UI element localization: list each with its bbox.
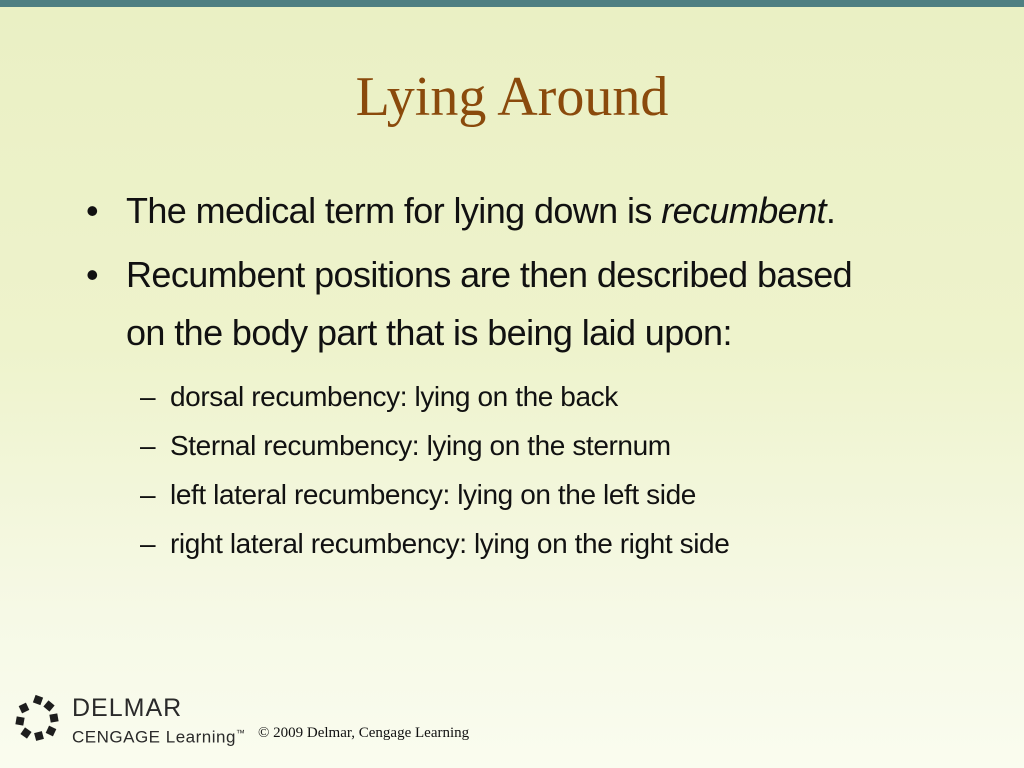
bullet-mark: • [86,254,99,295]
trademark-mark: ™ [235,728,246,738]
dash-mark: – [140,430,156,461]
bullet-item [82,182,982,240]
sub-bullet-text: right lateral recumbency: lying on the right side [170,528,730,559]
bullet-mark: • [86,190,99,231]
top-accent-bar [0,0,1024,7]
logo-wordmark: DELMAR [72,694,183,722]
dash-mark: – [140,479,156,510]
sub-bullet-item [140,470,982,519]
dash-mark: – [140,381,156,412]
copyright-notice: © 2009 Delmar, Cengage Learning [258,725,470,741]
sub-bullet-item [140,372,982,421]
delmar-cengage-logo-icon [14,694,64,744]
sub-bullet-item [140,519,982,568]
sub-bullet-text: dorsal recumbency: lying on the back [170,381,618,412]
bullet-text-line: Recumbent positions are then described based [126,254,853,295]
bullet-text-period: . [825,190,836,231]
bullet-item [82,246,982,362]
slide-footer [14,690,534,750]
sub-bullet-item [140,421,982,470]
bullet-text [126,190,835,231]
sub-bullet-list [82,372,982,568]
bullet-text-plain: The medical term for lying down is [126,190,662,231]
sub-bullet-text: left lateral recumbency: lying on the left side [170,479,696,510]
dash-mark: – [140,528,156,559]
slide-title: Lying Around [355,66,669,128]
sub-bullet-text: Sternal recumbency: lying on the sternum [170,430,671,461]
bullet-text-line: on the body part that is being laid upon: [126,312,732,353]
slide-body [82,182,982,568]
logo-subtitle [72,722,245,749]
logo-subtitle-text: CENGAGE Learning [72,727,236,747]
bullet-text-italic-term: recumbent [661,190,826,231]
